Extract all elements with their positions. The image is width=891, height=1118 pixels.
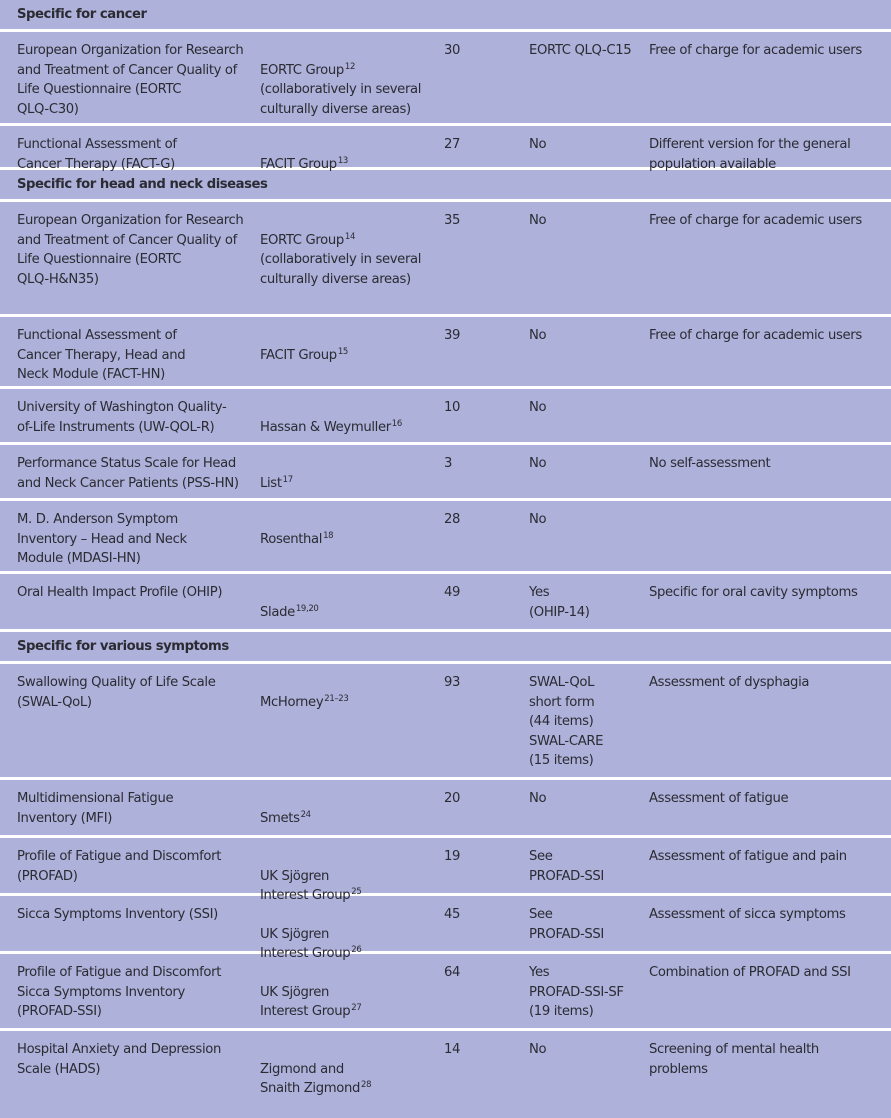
short-form: Yes (OHIP-14)	[529, 585, 590, 620]
section-title: Specific for head and neck diseases	[17, 177, 268, 192]
reference-number: 12	[344, 61, 356, 72]
reference-number: 26	[351, 945, 362, 956]
table-row	[0, 838, 891, 904]
author-name: FACIT Group	[260, 156, 337, 172]
short-form: See PROFAD-SSI	[529, 849, 604, 884]
instrument-author	[260, 135, 443, 172]
reference-number: 19,20	[295, 603, 319, 614]
reference-number: 14	[344, 231, 356, 242]
instrument-author	[260, 211, 443, 314]
notes: Free of charge for academic users	[649, 328, 862, 343]
instrument-author	[260, 905, 443, 962]
instrument-name: M. D. Anderson Symptom Inventory – Head and Neck Module (MDASI-HN)	[17, 512, 187, 567]
notes: Assessment of fatigue	[649, 791, 789, 806]
notes: Screening of mental health problems	[649, 1042, 819, 1077]
table-row	[0, 317, 891, 389]
item-count: 10	[444, 400, 461, 415]
reference-number: 15	[337, 346, 348, 357]
notes: Assessment of sicca symptoms	[649, 907, 846, 922]
item-count: 93	[444, 675, 461, 690]
table-row	[0, 32, 891, 126]
table-row	[0, 954, 891, 1031]
instrument-name: University of Washington Quality- of-Life Instruments (UW-QOL-R)	[17, 400, 227, 435]
author-name: McHorney	[260, 694, 324, 710]
table-row	[0, 664, 891, 780]
instrument-author	[260, 510, 443, 571]
instrument-author	[260, 41, 443, 123]
reference-number: 17	[282, 474, 293, 485]
reference-number: 18	[323, 530, 334, 541]
short-form: EORTC QLQ-C15	[529, 43, 632, 58]
section-header-row	[0, 632, 891, 664]
short-form: No	[529, 791, 547, 806]
section-header-row	[0, 170, 891, 202]
reference-number: 27	[351, 1003, 362, 1014]
instrument-name: Performance Status Scale for Head and Neck Cancer Patients (PSS-HN)	[17, 456, 239, 491]
table-row	[0, 389, 891, 445]
instrument-author	[260, 963, 443, 1028]
short-form: No	[529, 400, 547, 415]
notes	[649, 398, 889, 442]
author-name: Smets	[260, 810, 300, 826]
table-row	[0, 896, 891, 962]
instrument-author	[260, 583, 443, 629]
author-name: EORTC Group	[260, 232, 344, 248]
instrument-author	[260, 789, 443, 835]
notes: Combination of PROFAD and SSI	[649, 965, 851, 980]
item-count: 28	[444, 512, 461, 527]
reference-number: 21–23	[324, 693, 349, 704]
short-form: SWAL-QoL short form (44 items) SWAL-CARE (15 items)	[529, 675, 604, 769]
short-form: No	[529, 213, 547, 228]
author-note: (collaboratively in several culturally diverse areas)	[260, 252, 422, 287]
item-count: 19	[444, 849, 461, 864]
author-name: UK Sjögren Interest Group	[260, 868, 351, 904]
notes: Free of charge for academic users	[649, 213, 862, 228]
instrument-name: Oral Health Impact Profile (OHIP)	[17, 585, 223, 600]
instrument-name: Sicca Symptoms Inventory (SSI)	[17, 907, 218, 922]
instrument-name: Functional Assessment of Cancer Therapy (FACT-G)	[17, 137, 177, 172]
instrument-author	[260, 1040, 443, 1118]
notes: Free of charge for academic users	[649, 43, 862, 58]
item-count: 39	[444, 328, 461, 343]
short-form: See PROFAD-SSI	[529, 907, 604, 942]
item-count: 14	[444, 1042, 461, 1057]
notes	[649, 510, 889, 571]
notes: Assessment of dysphagia	[649, 675, 810, 690]
item-count: 20	[444, 791, 461, 806]
author-name: FACIT Group	[260, 347, 337, 363]
table-row	[0, 780, 891, 838]
table-row	[0, 1031, 891, 1118]
instrument-name: Swallowing Quality of Life Scale (SWAL-QoL)	[17, 675, 216, 710]
instrument-name: Hospital Anxiety and Depression Scale (HADS)	[17, 1042, 221, 1077]
notes: Assessment of fatigue and pain	[649, 849, 847, 864]
instrument-author	[260, 398, 443, 442]
item-count: 49	[444, 585, 461, 600]
section-header-row	[0, 0, 891, 32]
instrument-name: Profile of Fatigue and Discomfort Sicca Symptoms Inventory (PROFAD-SSI)	[17, 965, 222, 1020]
instrument-author	[260, 673, 443, 777]
section-title: Specific for various symptoms	[17, 639, 229, 654]
instrument-author	[260, 847, 443, 904]
instrument-name: European Organization for Research and Treatment of Cancer Quality of Life Questionnaire (EORTC QLQ-H&N35)	[17, 213, 244, 287]
short-form: No	[529, 328, 547, 343]
short-form: No	[529, 1042, 547, 1057]
author-name: UK Sjögren Interest Group	[260, 984, 351, 1020]
item-count: 45	[444, 907, 461, 922]
section-title: Specific for cancer	[17, 7, 147, 22]
item-count: 3	[444, 456, 453, 471]
instrument-name: Multidimensional Fatigue Inventory (MFI)	[17, 791, 174, 826]
item-count: 64	[444, 965, 461, 980]
author-name: Zigmond and Snaith Zigmond	[260, 1061, 361, 1097]
author-name: Hassan & Weymuller	[260, 419, 391, 435]
short-form: No	[529, 512, 547, 527]
instrument-author	[260, 454, 443, 498]
item-count: 27	[444, 137, 461, 152]
notes: No self-assessment	[649, 456, 771, 471]
reference-number: 16	[391, 418, 402, 429]
short-form: No	[529, 137, 547, 152]
instrument-name: Profile of Fatigue and Discomfort (PROFAD)	[17, 849, 222, 884]
table-row	[0, 445, 891, 501]
author-name: UK Sjögren Interest Group	[260, 926, 351, 962]
short-form: No	[529, 456, 547, 471]
author-name: List	[260, 475, 282, 491]
notes: Specific for oral cavity symptoms	[649, 585, 858, 600]
table-row	[0, 126, 891, 170]
instrument-name: Functional Assessment of Cancer Therapy, Head and Neck Module (FACT-HN)	[17, 328, 186, 383]
item-count: 35	[444, 213, 461, 228]
instrument-name: European Organization for Research and Treatment of Cancer Quality of Life Questionnaire (EORTC QLQ-C30)	[17, 43, 244, 117]
table-row	[0, 574, 891, 632]
author-note: (collaboratively in several culturally diverse areas)	[260, 82, 422, 117]
table-row	[0, 202, 891, 317]
instrument-author	[260, 326, 443, 386]
author-name: Rosenthal	[260, 531, 323, 547]
item-count: 30	[444, 43, 461, 58]
reference-number: 13	[337, 155, 348, 166]
reference-number: 28	[361, 1080, 372, 1091]
notes: Different version for the general population available	[649, 137, 851, 172]
reference-number: 25	[351, 887, 362, 898]
table-row	[0, 501, 891, 574]
author-name: EORTC Group	[260, 62, 344, 78]
author-name: Slade	[260, 604, 295, 620]
short-form: Yes PROFAD-SSI-SF (19 items)	[529, 965, 624, 1020]
reference-number: 24	[300, 809, 311, 820]
